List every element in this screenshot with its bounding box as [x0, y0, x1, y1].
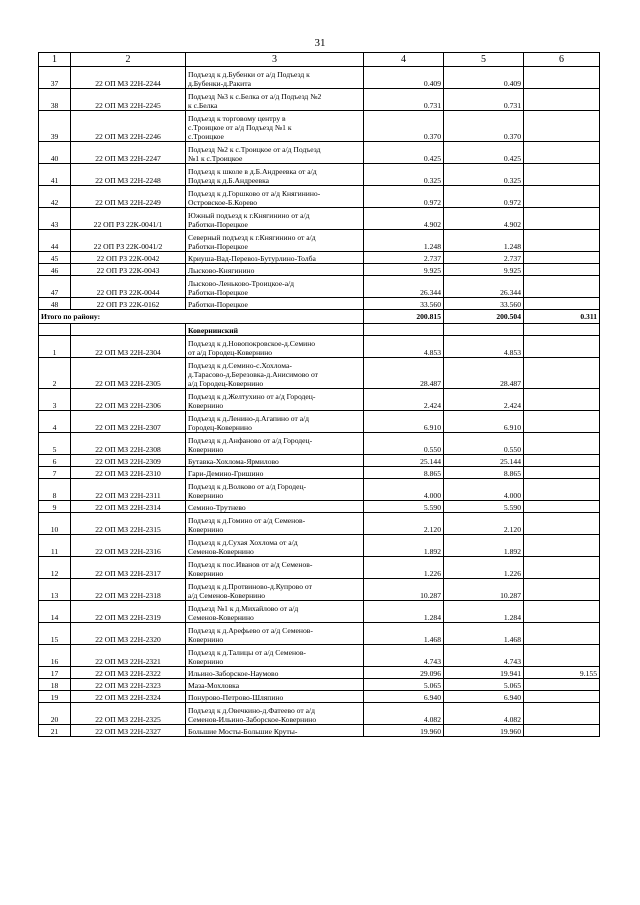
- length-total: 2.737: [364, 252, 444, 264]
- road-name: Подъезд №2 к с.Троицкое от а/д Подъезд №1 к с.Троицкое: [186, 142, 364, 164]
- table-row: [39, 276, 600, 298]
- length-total: 10.287: [364, 579, 444, 601]
- length-col5: 5.065: [444, 679, 524, 691]
- length-total: 1.284: [364, 601, 444, 623]
- row-number: 2: [39, 358, 71, 389]
- length-total: 0.972: [364, 186, 444, 208]
- table-row: [39, 142, 600, 164]
- table-row: [39, 111, 600, 142]
- table-row: [39, 601, 600, 623]
- header-row: [39, 53, 600, 67]
- road-name: Подъезд №1 к д.Михайлово от а/д Семенов-Ковернино: [186, 601, 364, 623]
- header-cell: 1: [39, 53, 71, 67]
- table-row: [39, 667, 600, 679]
- table-row: [39, 336, 600, 358]
- road-name: Подъезд к д.Волково от а/д Городец- Ковернино: [186, 479, 364, 501]
- length-total: 0.731: [364, 89, 444, 111]
- section-row: [39, 324, 600, 336]
- row-number: 4: [39, 411, 71, 433]
- length-total: 0.425: [364, 142, 444, 164]
- road-name: Подъезд к д.Сухая Хохлома от а/д Семенов-Ковернино: [186, 535, 364, 557]
- length-col6: [524, 111, 600, 142]
- table-row: [39, 679, 600, 691]
- length-total: 0.550: [364, 433, 444, 455]
- table-row: [39, 298, 600, 310]
- road-code: 22 ОП МЗ 22Н-2321: [71, 645, 186, 667]
- roads-table: [38, 52, 600, 737]
- length-col6: [524, 601, 600, 623]
- row-number: 5: [39, 433, 71, 455]
- length-col6: [524, 264, 600, 276]
- row-number: 16: [39, 645, 71, 667]
- empty-cell: [364, 324, 444, 336]
- length-total: 1.892: [364, 535, 444, 557]
- length-col5: 0.972: [444, 186, 524, 208]
- length-col6: [524, 535, 600, 557]
- length-col6: [524, 411, 600, 433]
- page-number: 31: [314, 37, 326, 49]
- length-total: 9.925: [364, 264, 444, 276]
- length-total: 1.248: [364, 230, 444, 252]
- road-code: 22 ОП МЗ 22Н-2315: [71, 513, 186, 535]
- road-name: Лысково-Леньково-Троицкое-а/д Работки-Порецкое: [186, 276, 364, 298]
- length-col5: 4.000: [444, 479, 524, 501]
- road-code: 22 ОП МЗ 22Н-2318: [71, 579, 186, 601]
- length-col6: [524, 89, 600, 111]
- road-code: 22 ОП РЗ 22К-0043: [71, 264, 186, 276]
- road-name: Понурово-Петрово-Шляпино: [186, 691, 364, 703]
- row-number: 6: [39, 455, 71, 467]
- header-cell: 2: [71, 53, 186, 67]
- header-cell: 4: [364, 53, 444, 67]
- length-total: 6.940: [364, 691, 444, 703]
- road-code: 22 ОП РЗ 22К-0041/1: [71, 208, 186, 230]
- length-total: 8.865: [364, 467, 444, 479]
- empty-cell: [71, 324, 186, 336]
- road-code: 22 ОП МЗ 22Н-2309: [71, 455, 186, 467]
- row-number: 42: [39, 186, 71, 208]
- table-row: [39, 358, 600, 389]
- length-total: 28.487: [364, 358, 444, 389]
- row-number: 44: [39, 230, 71, 252]
- length-total: 19.960: [364, 725, 444, 737]
- row-number: 7: [39, 467, 71, 479]
- road-name: Подъезд к д.Овечкино-д.Фатеево от а/д Семенов-Ильино-Заборское-Ковернино: [186, 703, 364, 725]
- length-col6: [524, 645, 600, 667]
- road-code: 22 ОП МЗ 22Н-2316: [71, 535, 186, 557]
- table-row: [39, 579, 600, 601]
- length-col6: [524, 479, 600, 501]
- table-row: [39, 623, 600, 645]
- length-col6: [524, 298, 600, 310]
- road-name: Подъезд к д.Ленино-д.Агапино от а/д Городец-Ковернино: [186, 411, 364, 433]
- road-name: Подъезд к школе в д.Б.Андреевка от а/д Подъезд к д.Б.Андреевка: [186, 164, 364, 186]
- length-total: 2.120: [364, 513, 444, 535]
- road-code: 22 ОП МЗ 22Н-2249: [71, 186, 186, 208]
- length-col6: [524, 557, 600, 579]
- length-col6: [524, 336, 600, 358]
- length-total: 4.902: [364, 208, 444, 230]
- road-name: Подъезд к д.Горшково от а/д Княгинино- Островское-Б.Корево: [186, 186, 364, 208]
- row-number: 18: [39, 679, 71, 691]
- length-total: 2.424: [364, 389, 444, 411]
- length-total: 0.325: [364, 164, 444, 186]
- table-row: [39, 186, 600, 208]
- length-col5: 4.743: [444, 645, 524, 667]
- district-total-row: [39, 310, 600, 324]
- table-row: [39, 455, 600, 467]
- length-total: 5.590: [364, 501, 444, 513]
- road-code: 22 ОП МЗ 22Н-2308: [71, 433, 186, 455]
- length-total: 4.853: [364, 336, 444, 358]
- row-number: 19: [39, 691, 71, 703]
- row-number: 20: [39, 703, 71, 725]
- length-total: 0.409: [364, 67, 444, 89]
- road-name: Подъезд №3 к с.Белка от а/д Подъезд №2 к с.Белка: [186, 89, 364, 111]
- road-code: 22 ОП МЗ 22Н-2304: [71, 336, 186, 358]
- length-col6: [524, 358, 600, 389]
- road-name: Южный подъезд к г.Княгинино от а/д Работки-Порецкое: [186, 208, 364, 230]
- road-code: 22 ОП МЗ 22Н-2310: [71, 467, 186, 479]
- length-col5: 0.550: [444, 433, 524, 455]
- road-code: 22 ОП МЗ 22Н-2306: [71, 389, 186, 411]
- length-col5: 19.941: [444, 667, 524, 679]
- length-col5: 0.731: [444, 89, 524, 111]
- table-row: [39, 433, 600, 455]
- length-total: 4.082: [364, 703, 444, 725]
- table-row: [39, 467, 600, 479]
- length-total: 4.000: [364, 479, 444, 501]
- road-code: 22 ОП МЗ 22Н-2247: [71, 142, 186, 164]
- table-row: [39, 89, 600, 111]
- length-col6: [524, 230, 600, 252]
- road-name: Бутавка-Хохлома-Ярмилово: [186, 455, 364, 467]
- length-col6: [524, 67, 600, 89]
- table-row: [39, 501, 600, 513]
- row-number: 40: [39, 142, 71, 164]
- table-row: [39, 252, 600, 264]
- length-col6: [524, 691, 600, 703]
- header-cell: 5: [444, 53, 524, 67]
- road-name: Подъезд к д.Талицы от а/д Семенов- Ковернино: [186, 645, 364, 667]
- row-number: 45: [39, 252, 71, 264]
- road-name: Работки-Порецкое: [186, 298, 364, 310]
- length-col6: 9.155: [524, 667, 600, 679]
- length-col6: [524, 513, 600, 535]
- length-col5: 0.325: [444, 164, 524, 186]
- empty-cell: [444, 324, 524, 336]
- road-code: 22 ОП МЗ 22Н-2248: [71, 164, 186, 186]
- header-cell: 6: [524, 53, 600, 67]
- row-number: 43: [39, 208, 71, 230]
- length-col5: 25.144: [444, 455, 524, 467]
- road-code: 22 ОП МЗ 22Н-2244: [71, 67, 186, 89]
- road-name: Подъезд к д.Анфаново от а/д Городец- Ковернино: [186, 433, 364, 455]
- length-col5: 1.284: [444, 601, 524, 623]
- length-total: 4.743: [364, 645, 444, 667]
- length-col5: 0.370: [444, 111, 524, 142]
- length-col6: [524, 703, 600, 725]
- row-number: 10: [39, 513, 71, 535]
- row-number: 8: [39, 479, 71, 501]
- total-label: Итого по району:: [39, 310, 364, 324]
- length-col5: 1.468: [444, 623, 524, 645]
- length-col5: 2.424: [444, 389, 524, 411]
- table-row: [39, 230, 600, 252]
- row-number: 41: [39, 164, 71, 186]
- total-col5: 200.504: [444, 310, 524, 324]
- row-number: 14: [39, 601, 71, 623]
- length-col5: 1.248: [444, 230, 524, 252]
- road-name: Подъезд к д.Желтухино от а/д Городец- Ковернино: [186, 389, 364, 411]
- row-number: 47: [39, 276, 71, 298]
- length-col6: [524, 579, 600, 601]
- row-number: 17: [39, 667, 71, 679]
- length-col5: 10.287: [444, 579, 524, 601]
- road-name: Ильино-Заборское-Наумово: [186, 667, 364, 679]
- length-col6: [524, 433, 600, 455]
- length-col6: [524, 164, 600, 186]
- road-name: Маза-Мохловка: [186, 679, 364, 691]
- table-row: [39, 725, 600, 737]
- road-name: Лысково-Княгинино: [186, 264, 364, 276]
- row-number: 1: [39, 336, 71, 358]
- row-number: 46: [39, 264, 71, 276]
- table-row: [39, 479, 600, 501]
- length-col5: 4.853: [444, 336, 524, 358]
- table-row: [39, 645, 600, 667]
- row-number: 9: [39, 501, 71, 513]
- length-col5: 6.910: [444, 411, 524, 433]
- road-name: Подъезд к д.Семино-с.Хохлома- д.Тарасово-д.Березовка-д.Анисимово от а/д Городец-Ковернино: [186, 358, 364, 389]
- length-col6: [524, 389, 600, 411]
- length-col6: [524, 467, 600, 479]
- row-number: 39: [39, 111, 71, 142]
- length-col5: 2.737: [444, 252, 524, 264]
- length-col6: [524, 276, 600, 298]
- length-col5: 19.960: [444, 725, 524, 737]
- row-number: 38: [39, 89, 71, 111]
- road-code: 22 ОП МЗ 22Н-2319: [71, 601, 186, 623]
- table-row: [39, 691, 600, 703]
- table-row: [39, 208, 600, 230]
- road-name: Подъезд к д.Гомино от а/д Семенов- Ковернино: [186, 513, 364, 535]
- total-col4: 200.815: [364, 310, 444, 324]
- road-name: Подъезд к торговому центру в с.Троицкое от а/д Подъезд №1 к с.Троицкое: [186, 111, 364, 142]
- length-total: 6.910: [364, 411, 444, 433]
- length-col5: 26.344: [444, 276, 524, 298]
- row-number: 37: [39, 67, 71, 89]
- road-code: 22 ОП МЗ 22Н-2314: [71, 501, 186, 513]
- row-number: 12: [39, 557, 71, 579]
- table-row: [39, 557, 600, 579]
- road-code: 22 ОП МЗ 22Н-2323: [71, 679, 186, 691]
- road-code: 22 ОП МЗ 22Н-2311: [71, 479, 186, 501]
- road-code: 22 ОП МЗ 22Н-2324: [71, 691, 186, 703]
- road-name: Большие Мосты-Большие Круты-: [186, 725, 364, 737]
- header-cell: 3: [186, 53, 364, 67]
- road-name: Криуша-Вад-Перевоз-Бутурлино-Толба: [186, 252, 364, 264]
- length-col6: [524, 725, 600, 737]
- row-number: 11: [39, 535, 71, 557]
- length-col6: [524, 679, 600, 691]
- length-col5: 2.120: [444, 513, 524, 535]
- length-total: 0.370: [364, 111, 444, 142]
- length-total: 26.344: [364, 276, 444, 298]
- length-col6: [524, 142, 600, 164]
- row-number: 21: [39, 725, 71, 737]
- empty-cell: [39, 324, 71, 336]
- length-col5: 6.940: [444, 691, 524, 703]
- length-col6: [524, 186, 600, 208]
- length-col5: 5.590: [444, 501, 524, 513]
- length-col6: [524, 501, 600, 513]
- road-name: Гари-Демино-Гришино: [186, 467, 364, 479]
- length-col5: 1.892: [444, 535, 524, 557]
- road-code: 22 ОП МЗ 22Н-2317: [71, 557, 186, 579]
- road-code: 22 ОП РЗ 22К-0044: [71, 276, 186, 298]
- road-name: Подъезд к д.Протвиново-д.Купрово от а/д Семенов-Ковернино: [186, 579, 364, 601]
- table-row: [39, 703, 600, 725]
- length-col6: [524, 252, 600, 264]
- table-row: [39, 411, 600, 433]
- table-row: [39, 535, 600, 557]
- length-col5: 28.487: [444, 358, 524, 389]
- table-row: [39, 164, 600, 186]
- length-col6: [524, 623, 600, 645]
- length-total: 5.065: [364, 679, 444, 691]
- section-title: Ковернинский: [186, 324, 364, 336]
- length-total: 29.096: [364, 667, 444, 679]
- road-code: 22 ОП МЗ 22Н-2307: [71, 411, 186, 433]
- table-row: [39, 67, 600, 89]
- length-col5: 4.902: [444, 208, 524, 230]
- road-name: Подъезд к пос.Иванов от а/д Семенов- Ковернино: [186, 557, 364, 579]
- road-code: 22 ОП МЗ 22Н-2305: [71, 358, 186, 389]
- row-number: 13: [39, 579, 71, 601]
- length-total: 1.468: [364, 623, 444, 645]
- length-col5: 33.560: [444, 298, 524, 310]
- length-col5: 9.925: [444, 264, 524, 276]
- road-code: 22 ОП МЗ 22Н-2320: [71, 623, 186, 645]
- length-col5: 8.865: [444, 467, 524, 479]
- road-name: Подъезд к д.Бубенки от а/д Подъезд к д.Бубенки-д.Ракита: [186, 67, 364, 89]
- road-code: 22 ОП МЗ 22Н-2245: [71, 89, 186, 111]
- road-code: 22 ОП МЗ 22Н-2246: [71, 111, 186, 142]
- road-code: 22 ОП МЗ 22Н-2325: [71, 703, 186, 725]
- road-code: 22 ОП МЗ 22Н-2322: [71, 667, 186, 679]
- total-col6: 0.311: [524, 310, 600, 324]
- length-col5: 4.082: [444, 703, 524, 725]
- length-total: 1.226: [364, 557, 444, 579]
- length-col5: 0.409: [444, 67, 524, 89]
- road-code: 22 ОП РЗ 22К-0042: [71, 252, 186, 264]
- length-total: 25.144: [364, 455, 444, 467]
- row-number: 3: [39, 389, 71, 411]
- road-name: Подъезд к д.Арефьево от а/д Семенов- Ковернино: [186, 623, 364, 645]
- row-number: 15: [39, 623, 71, 645]
- road-name: Семино-Трутнево: [186, 501, 364, 513]
- road-name: Северный подъезд к г.Княгинино от а/д Работки-Порецкое: [186, 230, 364, 252]
- road-code: 22 ОП МЗ 22Н-2327: [71, 725, 186, 737]
- table-row: [39, 389, 600, 411]
- road-code: 22 ОП РЗ 22К-0162: [71, 298, 186, 310]
- length-col6: [524, 208, 600, 230]
- row-number: 48: [39, 298, 71, 310]
- empty-cell: [524, 324, 600, 336]
- length-total: 33.560: [364, 298, 444, 310]
- table-row: [39, 513, 600, 535]
- length-col5: 1.226: [444, 557, 524, 579]
- length-col6: [524, 455, 600, 467]
- table-row: [39, 264, 600, 276]
- length-col5: 0.425: [444, 142, 524, 164]
- road-code: 22 ОП РЗ 22К-0041/2: [71, 230, 186, 252]
- road-name: Подъезд к д.Новопокровское-д.Семино от а/д Городец-Ковернино: [186, 336, 364, 358]
